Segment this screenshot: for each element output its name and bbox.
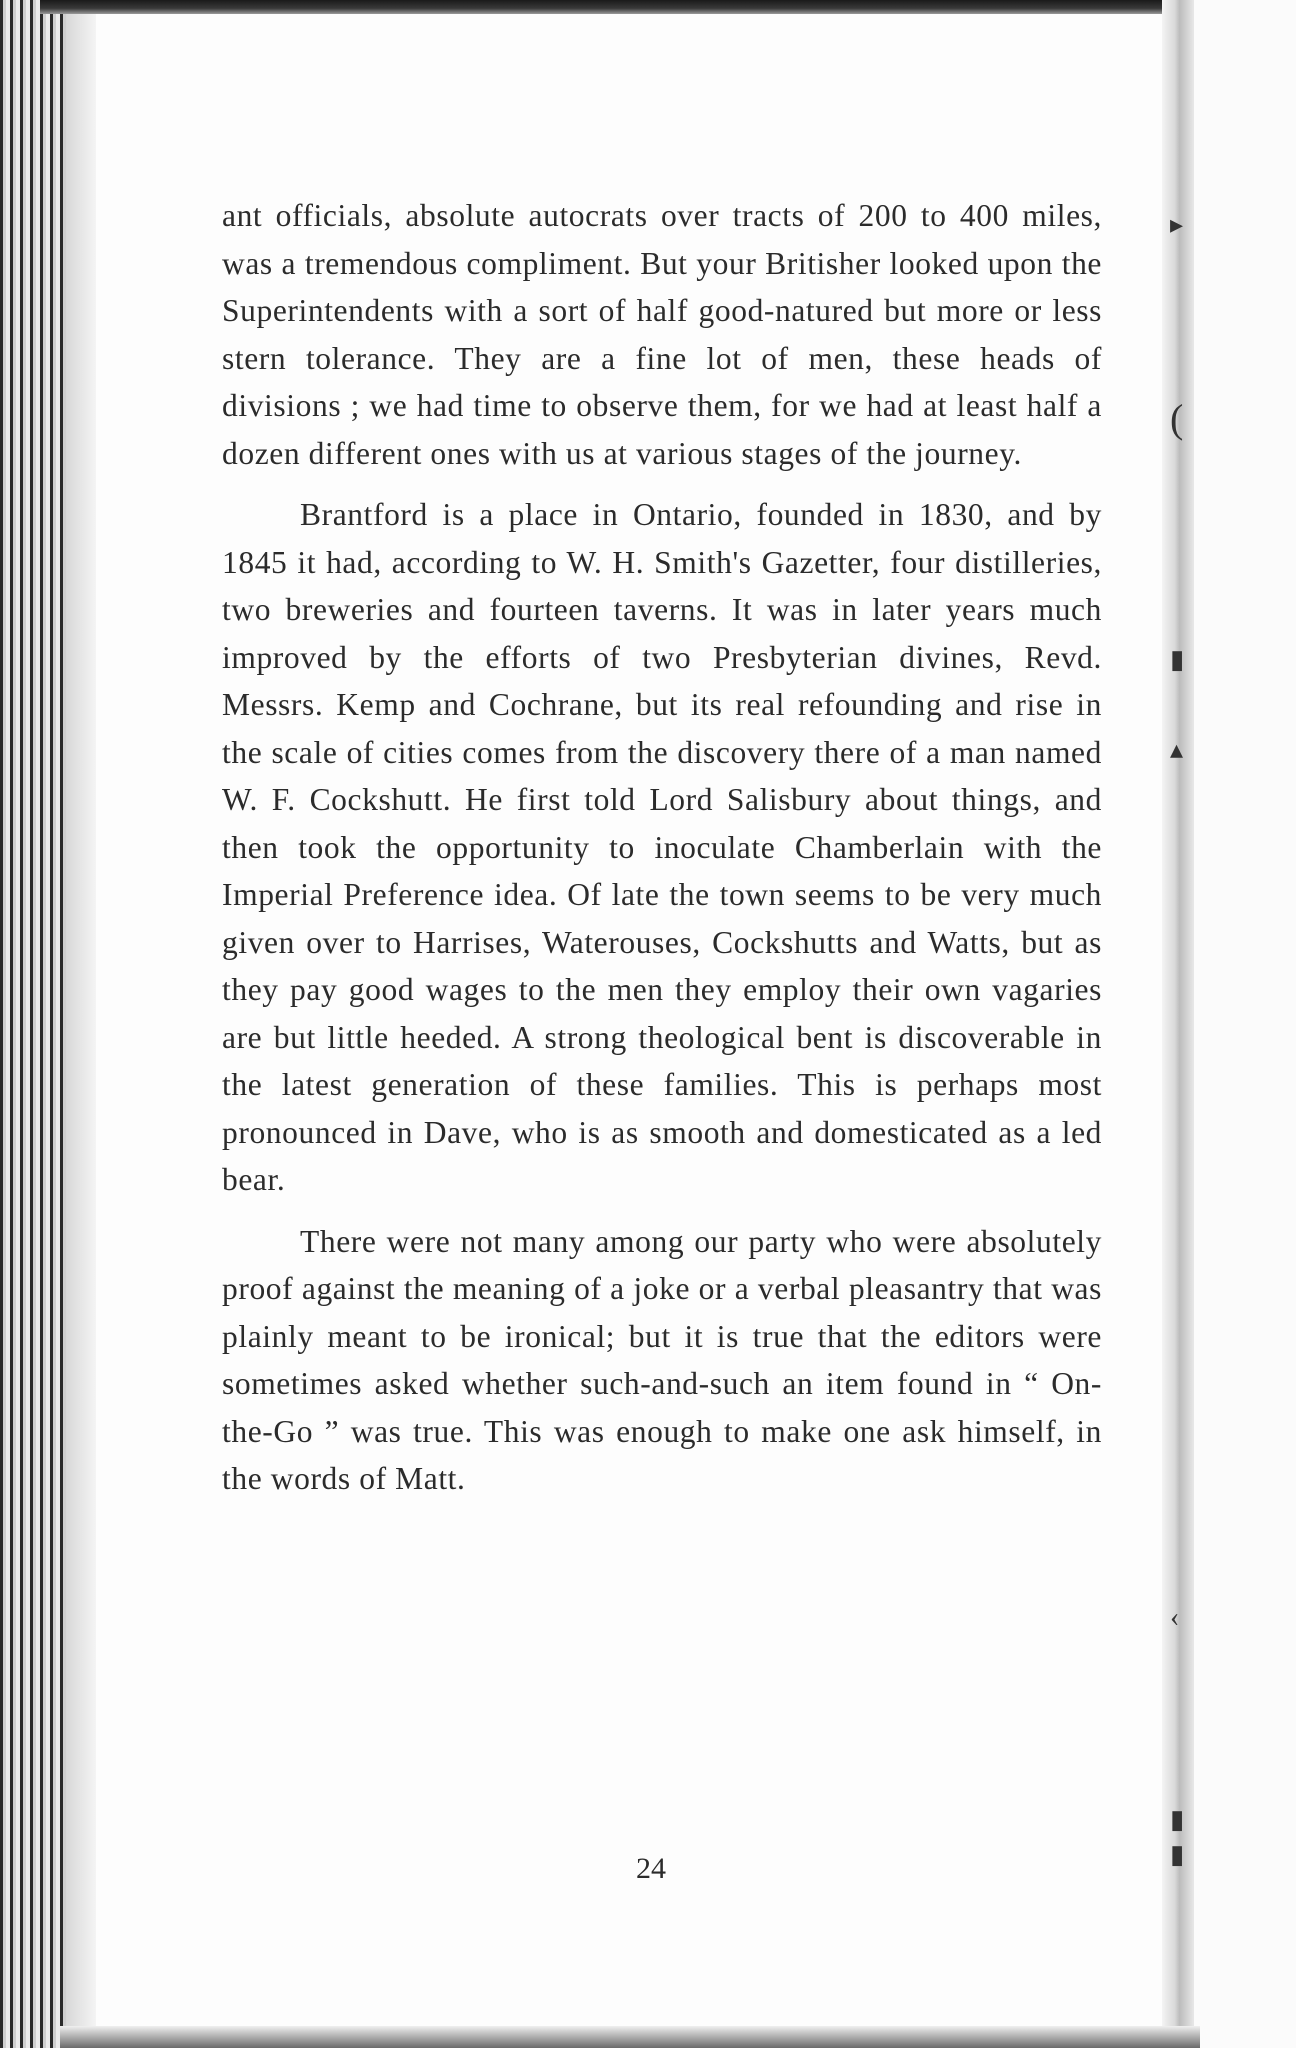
paragraph: There were not many among our party who were absolutely proof against the meaning of a joke or a verbal pleasantry that was plainly meant to be ironical; but it is true that the editors were sometimes asked whether such-and-such an item found in “ On-the-Go ” was true. This was enough to make one ask himself, in the words of Matt. — [222, 1223, 1102, 1496]
page-number: 24 — [636, 1852, 666, 1885]
bleed-mark: ▮ — [1170, 1840, 1185, 1869]
bottom-edge-shadow — [60, 2026, 1200, 2048]
bleed-mark: ▮ — [1170, 645, 1185, 674]
bleed-mark: ‹ — [1170, 1602, 1180, 1633]
facing-page-edge — [1194, 0, 1296, 2048]
bleed-mark: ( — [1170, 396, 1184, 441]
paragraph: Brantford is a place in Ontario, founded in 1830, and by 1845 it had, according to W. H. Smith's Gazetter, four distilleries, two breweries and fourteen taverns. It was in later years much improved by the efforts of two Presbyterian divines, Revd. Messrs. Kemp and Cochrane, but its real refounding and rise in the scale of cities comes from the discovery there of a man named W. F. Cockshutt. He first told Lord Salisbury about things, and then took the opportunity to inoculate Chamberlain with the Imperial Preference idea. Of late the town seems to be very much given over to Harrises, Waterouses, Cockshutts and Watts, but as they pay good wages to the men they employ their own vagaries are but little heeded. A strong theological bent is discoverable in the latest generation of these families. This is perhaps most pronounced in Dave, who is as smooth and domesticated as a led bear. — [222, 497, 1102, 1197]
page-stack-edges — [0, 0, 96, 2048]
bleed-mark: ▴ — [1170, 735, 1184, 764]
page-text — [222, 192, 1102, 1517]
bleed-mark: ▸ — [1170, 210, 1184, 239]
bleed-mark: ▮ — [1170, 1805, 1185, 1834]
top-edge-shadow — [40, 0, 1170, 14]
paragraph: ant officials, absolute autocrats over tracts of 200 to 400 miles, was a tremendous compliment. But your Britisher looked upon the Superintendents with a sort of half good-natured but more or less stern tolerance. They are a fine lot of men, these heads of divisions ; we had time to observe them, for we had at least half a dozen different ones with us at various stages of the journey. — [222, 198, 1102, 471]
book-gutter — [1162, 0, 1194, 2048]
page-number-container — [0, 1852, 1296, 1886]
